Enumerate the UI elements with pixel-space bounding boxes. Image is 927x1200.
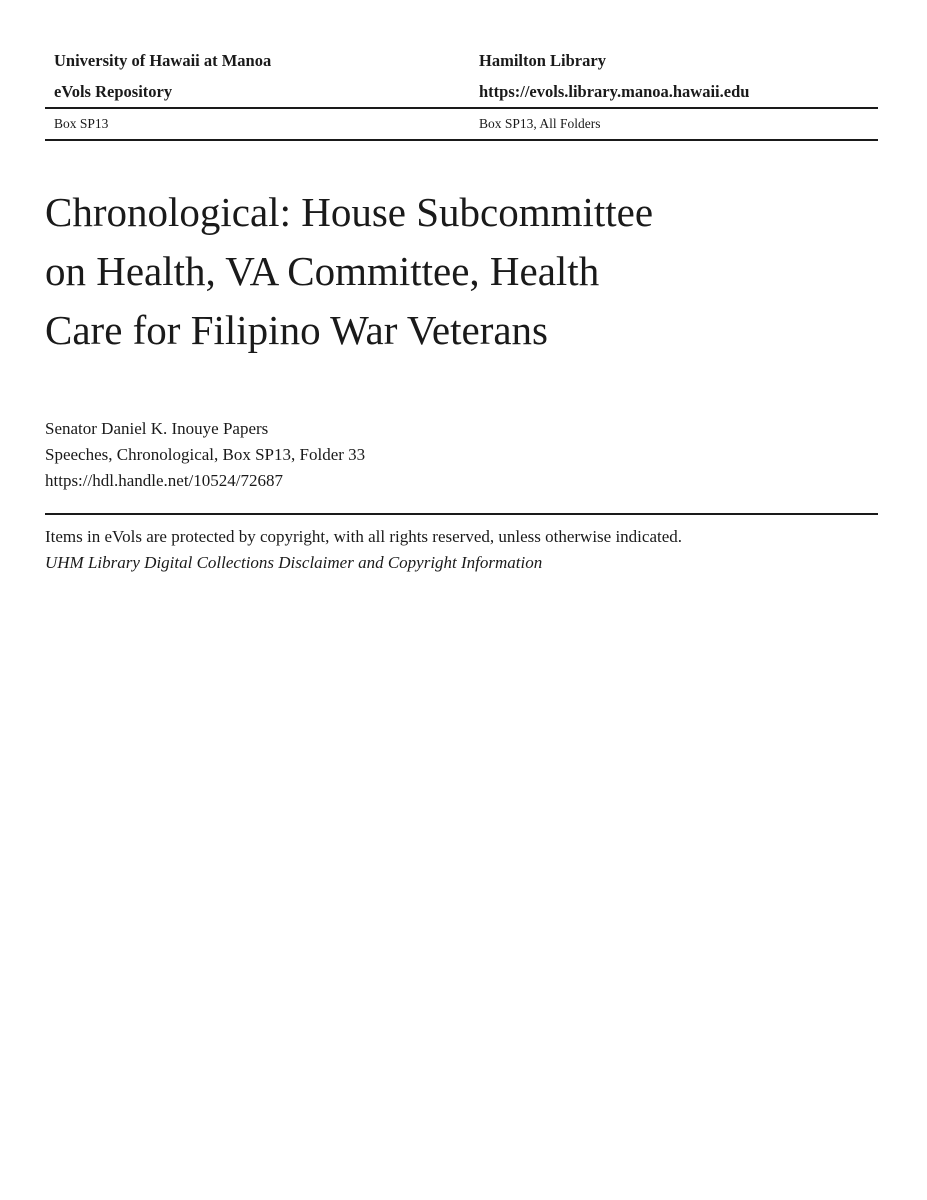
box-label: Box SP13: [54, 116, 109, 131]
handle-url-link[interactable]: https://hdl.handle.net/10524/72687: [45, 471, 283, 490]
document-title-line: on Health, VA Committee, Health: [45, 248, 600, 294]
header-divider-bottom: [45, 139, 878, 141]
institution-name: University of Hawaii at Manoa: [54, 51, 272, 70]
document-title: [45, 183, 878, 360]
disclaimer-copyright-link[interactable]: UHM Library Digital Collections Disclaimer and Copyright Information: [45, 553, 543, 572]
box-folders-label: Box SP13, All Folders: [479, 116, 601, 131]
footer-divider: [45, 513, 878, 515]
library-name: Hamilton Library: [479, 51, 606, 70]
header-row-box: [45, 109, 878, 139]
copyright-notice: Items in eVols are protected by copyright, with all rights reserved, unless otherwise indicated.: [45, 527, 683, 546]
document-title-line: Chronological: House Subcommittee: [45, 189, 654, 235]
collection-location: Speeches, Chronological, Box SP13, Folder 33: [45, 445, 366, 464]
page-header: [45, 45, 878, 141]
collection-name: Senator Daniel K. Inouye Papers: [45, 419, 269, 438]
page-footer: [45, 524, 878, 576]
metadata-block: [45, 416, 878, 494]
header-row-repository: [45, 76, 878, 107]
repository-name: eVols Repository: [54, 82, 173, 101]
repository-url-link[interactable]: https://evols.library.manoa.hawaii.edu: [479, 82, 750, 101]
document-title-line: Care for Filipino War Veterans: [45, 307, 549, 353]
header-row-institution: [45, 45, 878, 76]
